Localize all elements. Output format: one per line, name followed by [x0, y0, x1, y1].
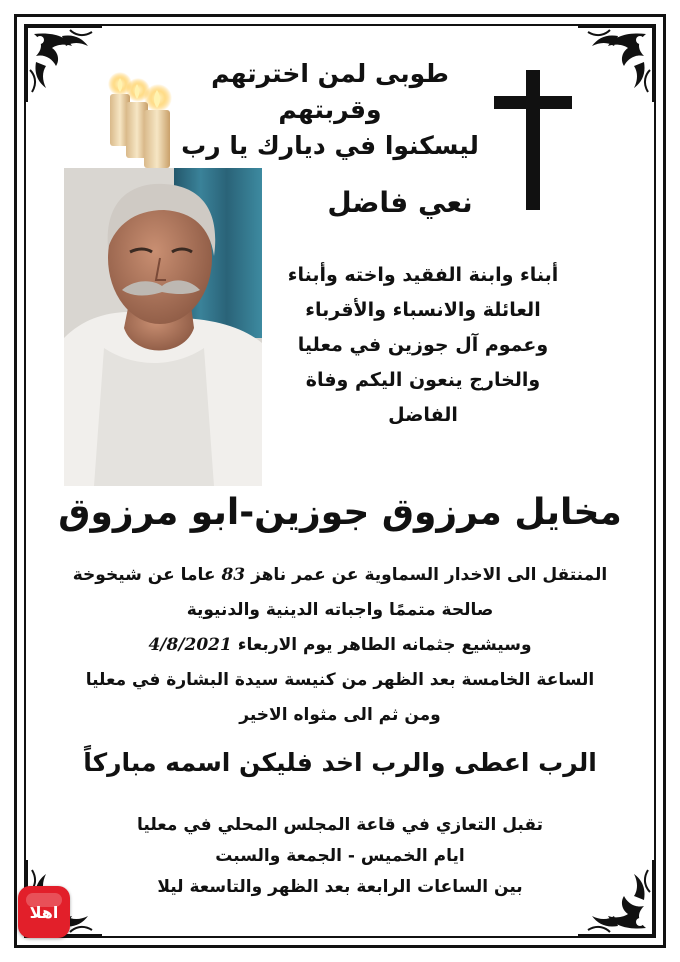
details-line: صالحة متممًا واجباته الدينية والدنيوية — [186, 600, 494, 620]
details-line — [60, 558, 620, 593]
deceased-name: مخايل مرزوق جوزين-ابو مرزوق — [58, 492, 622, 533]
notice-title: نعي فاضل — [327, 186, 473, 219]
intro-line: والخارج ينعون اليكم وفاة — [305, 369, 541, 391]
condolence-line: بين الساعات الرابعة بعد الظهر والتاسعة ليلا — [157, 877, 523, 897]
details-line — [60, 628, 620, 663]
details-text: المنتقل الى الاخدار السماوية عن عمر ناهز — [251, 565, 608, 585]
intro-line: أبناء وابنة الفقيد واخته وأبناء — [287, 264, 559, 286]
corner-ornament-icon — [576, 22, 658, 104]
funeral-date: 4/8/2021 — [148, 635, 232, 655]
cross-icon — [494, 70, 572, 210]
blessing-line: ليسكنوا في ديارك يا رب — [181, 131, 479, 160]
deceased-photo — [64, 168, 262, 486]
details-line: الساعة الخامسة بعد الظهر من كنيسة سيدة البشارة في معليا — [85, 670, 595, 690]
funeral-details — [60, 558, 620, 733]
corner-ornament-icon — [576, 858, 658, 940]
condolence-info — [100, 810, 580, 903]
blessing-verse — [160, 56, 500, 164]
details-line: ومن ثم الى مثواه الاخير — [239, 705, 441, 725]
logo-text: اهلا — [29, 902, 59, 922]
intro-line: الفاضل — [388, 404, 458, 426]
blessing-line: طوبى لمن اخترتهم وقربتهم — [211, 59, 449, 124]
condolence-line: تقبل التعازي في قاعة المجلس المحلي في معليا — [137, 815, 543, 835]
intro-line: وعموم آل جوزين في معليا — [297, 334, 549, 356]
intro-paragraph — [268, 258, 578, 433]
intro-line: العائلة والانسباء والأقرباء — [305, 299, 541, 321]
details-text: عاما عن شيخوخة — [72, 565, 216, 585]
corner-ornament-icon — [22, 22, 104, 104]
details-text: وسيشيع جثمانه الطاهر يوم الاربعاء — [237, 635, 532, 655]
scripture-quote: الرب اعطى والرب اخد فليكن اسمه مباركاً — [83, 748, 597, 777]
ahla-logo[interactable] — [18, 886, 70, 938]
age-value: 83 — [221, 565, 246, 585]
condolence-line: ايام الخميس - الجمعة والسبت — [215, 846, 465, 866]
